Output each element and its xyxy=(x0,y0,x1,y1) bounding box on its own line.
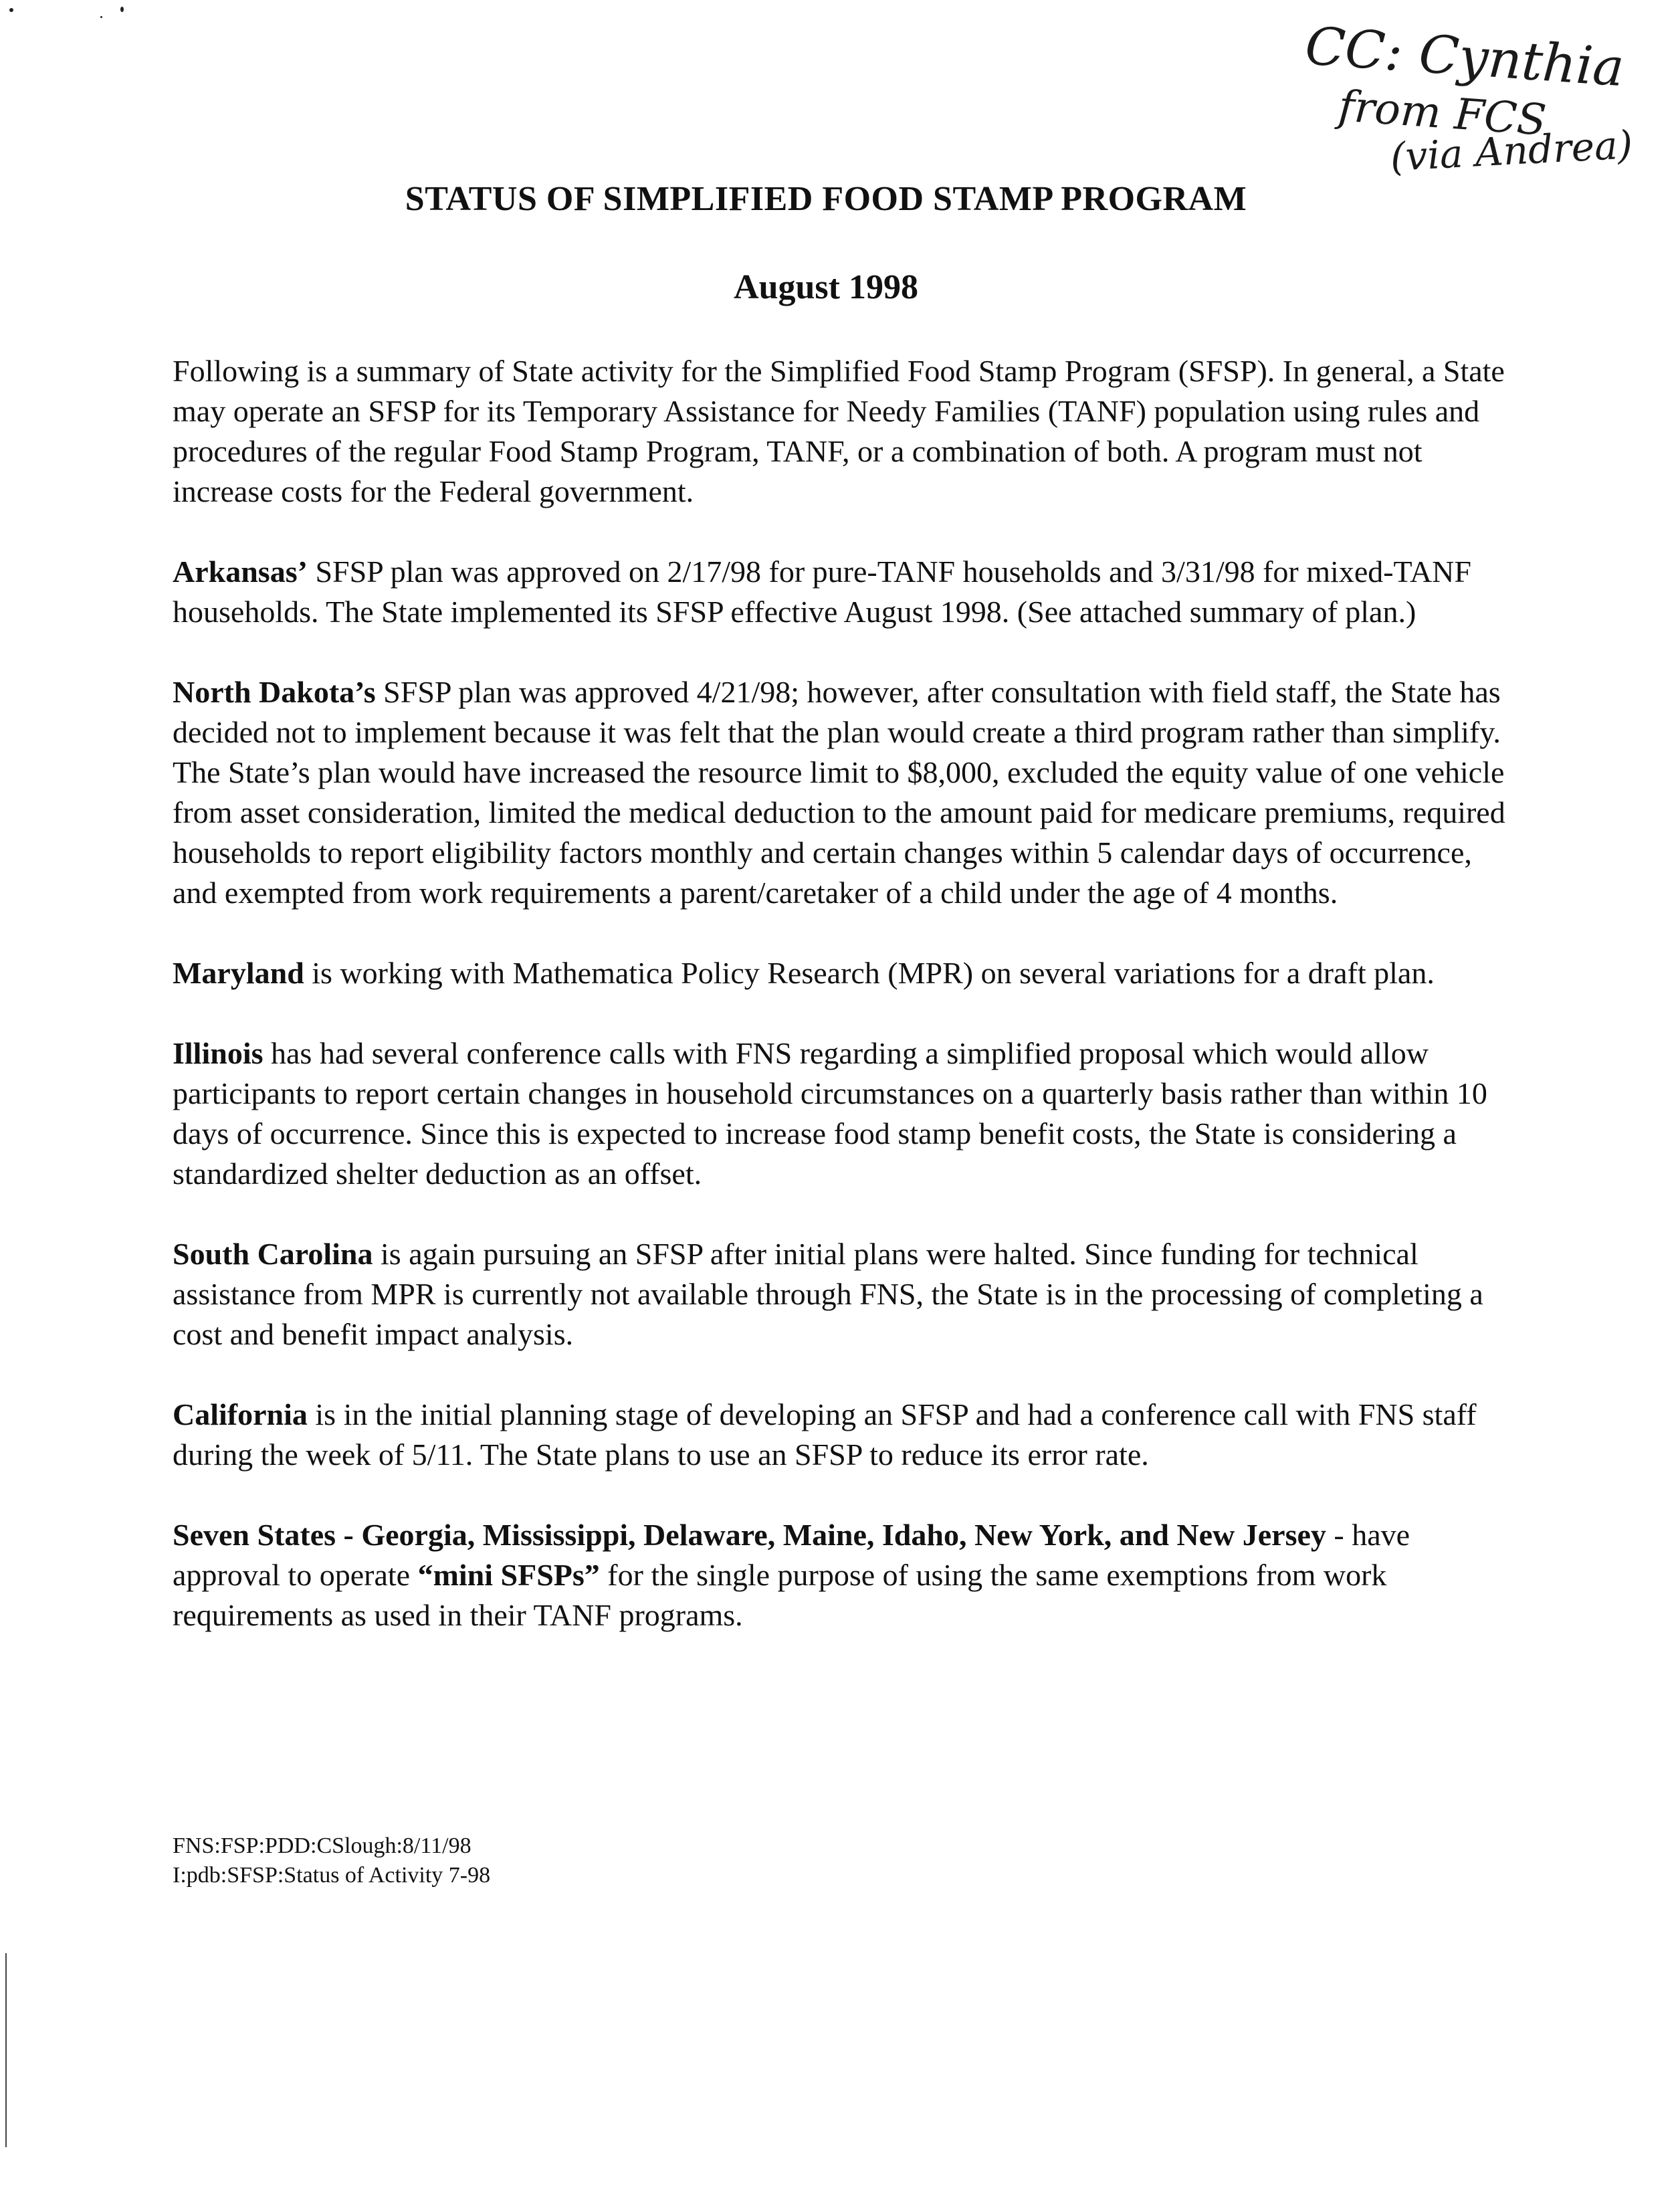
document-title: STATUS OF SIMPLIFIED FOOD STAMP PROGRAM xyxy=(405,180,1247,218)
scan-speck xyxy=(120,7,124,12)
north-dakota-text: SFSP plan was approved 4/21/98; however, after consultation with field staff, the State has decided not to implement because it was felt that the plan would create a third program rather than simplify. The State’s plan would have increased the resource limit to $8,000, excluded the equity value of one vehicle from asset consideration, limited the medical deduction to the amount paid for medicare premiums, required households to report eligibility factors monthly and certain changes within 5 calendar days of occurrence, and exempted from work requirements a parent/caretaker of a child under the age of 4 months. xyxy=(173,675,1505,910)
document-date: August 1998 xyxy=(734,268,918,306)
seven-states-text-before: - have approval to operate xyxy=(173,1518,1410,1592)
handwritten-line-3: (via Andrea) xyxy=(1389,122,1634,180)
arkansas-paragraph xyxy=(173,552,1510,632)
scan-speck xyxy=(100,16,102,18)
state-name-seven-states: Seven States - Georgia, Mississippi, Delaware, Maine, Idaho, New York, and New Jersey xyxy=(173,1518,1326,1552)
mini-sfsps-highlight: “mini SFSPs” xyxy=(417,1558,600,1592)
intro-text: Following is a summary of State activity for the Simplified Food Stamp Program (SFSP). In general, a State may operate an SFSP for its Temporary Assistance for Needy Families (TANF) population using rules and procedures of the regular Food Stamp Program, TANF, or a combination of both. A program must not increase costs for the Federal government. xyxy=(173,354,1505,508)
south-carolina-text: is again pursuing an SFSP after initial plans were halted. Since funding for technical assistance from MPR is currently not available through FNS, the State is in the processing of completing a cost and benefit impact analysis. xyxy=(173,1237,1483,1351)
handwritten-note xyxy=(1291,13,1665,187)
illinois-text: has had several conference calls with FNS regarding a simplified proposal which would allow participants to report certain changes in household circumstances on a quarterly basis rather than within 10 days of occurrence. Since this is expected to increase food stamp benefit costs, the State is considering a standardized shelter deduction as an offset. xyxy=(173,1036,1487,1191)
document-footer xyxy=(173,1831,490,1890)
state-name-california: California xyxy=(173,1397,308,1431)
arkansas-text: SFSP plan was approved on 2/17/98 for pure-TANF households and 3/31/98 for mixed-TANF households. The State implemented its SFSP effective August 1998. (See attached summary of plan.) xyxy=(173,555,1471,629)
california-text: is in the initial planning stage of developing an SFSP and had a conference call with FNS staff during the week of 5/11. The State plans to use an SFSP to reduce its error rate. xyxy=(173,1397,1477,1472)
state-name-south-carolina: South Carolina xyxy=(173,1237,373,1271)
north-dakota-paragraph xyxy=(173,672,1510,913)
state-name-arkansas: Arkansas’ xyxy=(173,555,308,589)
state-name-north-dakota: North Dakota’s xyxy=(173,675,376,709)
maryland-text: is working with Mathematica Policy Research (MPR) on several variations for a draft plan. xyxy=(304,956,1435,990)
seven-states-text-after: for the single purpose of using the same exemptions from work requirements as used in their TANF programs. xyxy=(173,1558,1387,1632)
california-paragraph xyxy=(173,1395,1510,1475)
illinois-paragraph xyxy=(173,1033,1510,1194)
scan-edge-line xyxy=(5,1953,7,2147)
handwritten-line-2: from FCS xyxy=(1336,82,1548,146)
state-name-illinois: Illinois xyxy=(173,1036,264,1070)
state-name-maryland: Maryland xyxy=(173,956,304,990)
south-carolina-paragraph xyxy=(173,1234,1510,1355)
scan-speck xyxy=(9,8,13,12)
intro-paragraph xyxy=(173,351,1510,512)
document-body xyxy=(173,351,1510,1676)
seven-states-paragraph xyxy=(173,1515,1510,1635)
maryland-paragraph xyxy=(173,953,1510,993)
handwritten-line-1: CC: Cynthia xyxy=(1303,16,1626,99)
footer-reference-line-2: I:pdb:SFSP:Status of Activity 7-98 xyxy=(173,1863,491,1888)
footer-reference-line-1: FNS:FSP:PDD:CSlough:8/11/98 xyxy=(173,1833,471,1858)
